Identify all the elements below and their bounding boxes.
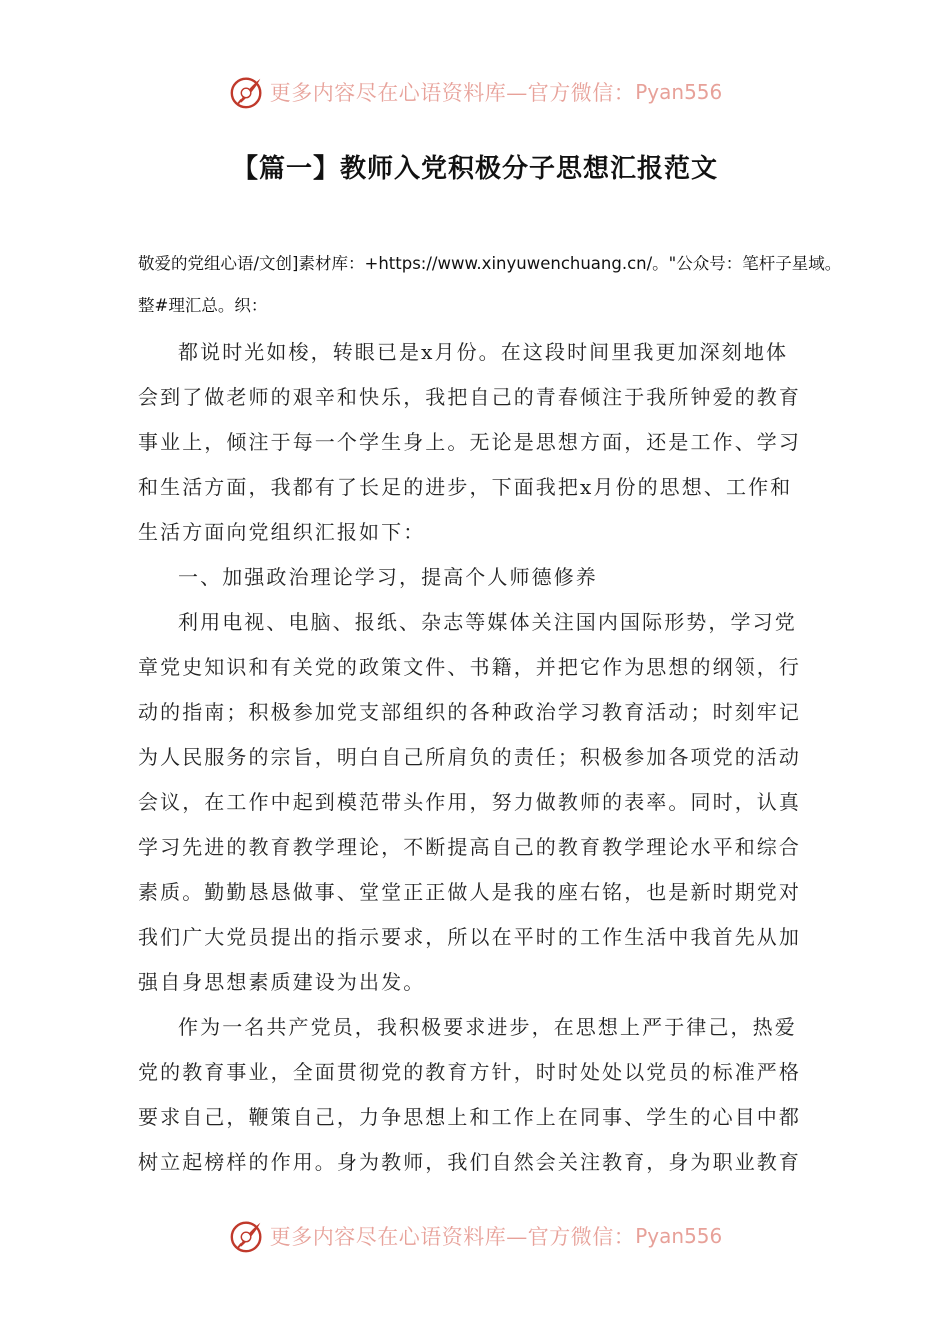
watermark-wechat-id: Pyan556 — [635, 1224, 723, 1248]
quill-logo-icon — [228, 1217, 266, 1255]
document-body — [138, 330, 808, 1185]
watermark-footer — [0, 1216, 950, 1256]
paragraph: 作为一名共产党员，我积极要求进步，在思想上严于律己，热爱党的教育事业，全面贯彻党的教育方针，时时处处以党员的标准严格要求自己，鞭策自己，力争思想上和工作上在同事、学生的心目中都树立起榜样的作用。身为教师，我们自然会关注教育，身为职业教育 — [138, 1015, 801, 1174]
source-line-1: 敬爱的党组心语/文创]素材库：+https://www.xinyuwenchuang.cn/。"公众号：笔杆子星域。 — [138, 254, 842, 273]
document-title: 【篇一】教师入党积极分子思想汇报范文 — [231, 154, 718, 184]
watermark-text: 更多内容尽在心语资料库—官方微信： — [269, 1225, 636, 1249]
section-heading: 一、加强政治理论学习，提高个人师德修养 — [178, 565, 598, 589]
paragraph: 利用电视、电脑、报纸、杂志等媒体关注国内国际形势，学习党章党史知识和有关党的政策文件、书籍，并把它作为思想的纲领，行动的指南；积极参加党支部组织的各种政治学习教育活动；时刻牢记为人民服务的宗旨，明白自己所肩负的责任；积极参加各项党的活动会议，在工作中起到模范带头作用，努力做教师的表率。同时，认真学习先进的教育教学理论，不断提高自己的教育教学理论水平和综合素质。勤勤恳恳做事、堂堂正正做人是我的座右铭，也是新时期党对我们广大党员提出的指示要求，所以在平时的工作生活中我首先从加强自身思想素质建设为出发。 — [138, 610, 801, 994]
quill-logo-icon — [228, 73, 266, 111]
watermark-header — [0, 72, 950, 112]
source-line-2: 整#理汇总。织： — [138, 296, 268, 315]
watermark-wechat-id: Pyan556 — [635, 80, 723, 104]
paragraph: 都说时光如梭，转眼已是x月份。在这段时间里我更加深刻地体会到了做老师的艰辛和快乐，我把自己的青春倾注于我所钟爱的教育事业上，倾注于每一个学生身上。无论是思想方面，还是工作、学习和生活方面，我都有了长足的进步，下面我把x月份的思想、工作和生活方面向党组织汇报如下： — [138, 340, 801, 544]
watermark-text: 更多内容尽在心语资料库—官方微信： — [269, 81, 636, 105]
